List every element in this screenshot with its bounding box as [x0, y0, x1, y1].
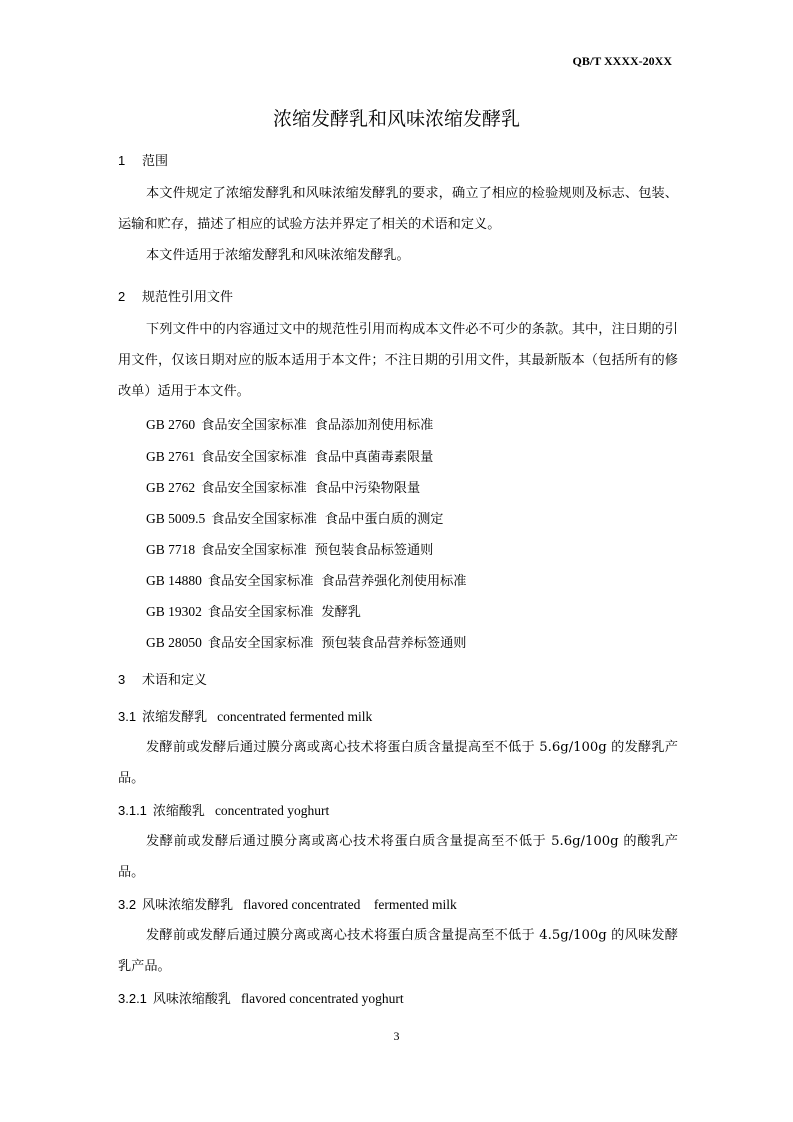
reference-title-1: 食品安全国家标准: [211, 512, 317, 527]
term-heading: [118, 894, 678, 913]
term-number: 3.2: [118, 897, 137, 912]
term-zh: 浓缩酸乳: [152, 804, 205, 819]
section-number: 2: [118, 289, 126, 304]
reference-title-1: 食品安全国家标准: [207, 636, 314, 651]
document-title: 浓缩发酵乳和风味浓缩发酵乳: [272, 108, 520, 130]
term-en: flavored concentrated fermented milk: [243, 897, 457, 912]
reference-title-1: 食品安全国家标准: [201, 418, 307, 433]
reference-code: GB 2762: [146, 480, 196, 495]
term-heading: [118, 706, 678, 725]
term-number: 3.1.1: [118, 803, 147, 818]
reference-code: GB 2760: [146, 417, 196, 432]
term-zh: 风味浓缩酸乳: [152, 992, 231, 1007]
term-definition: 发酵前或发酵后通过膜分离或离心技术将蛋白质含量提高至不低于 4.5g/100g 的风味发酵乳产品。: [118, 928, 678, 974]
section-2-intro: 下列文件中的内容通过文中的规范性引用而构成本文件必不可少的条款。其中，注日期的引用文件，仅该日期对应的版本适用于本文件；不注日期的引用文件，其最新版本（包括所有的修改单）适用于本文件。: [118, 322, 678, 399]
reference-title-1: 食品安全国家标准: [207, 574, 314, 589]
reference-title-1: 食品安全国家标准: [201, 450, 307, 465]
reference-title-2: 发酵乳: [321, 605, 361, 620]
term-number: 3.2.1: [118, 991, 147, 1006]
term-en: concentrated fermented milk: [217, 709, 373, 724]
term-en: concentrated yoghurt: [214, 803, 330, 818]
reference-item: [146, 632, 466, 651]
section-3-heading: [118, 669, 678, 688]
reference-title-1: 食品安全国家标准: [201, 481, 307, 496]
term-heading: [118, 988, 678, 1007]
section-number: 3: [118, 672, 126, 687]
term-number: 3.1: [118, 709, 137, 724]
document-header-code: QB/T XXXX-20XX: [572, 54, 672, 68]
section-1-paragraph-1: 本文件规定了浓缩发酵乳和风味浓缩发酵乳的要求，确立了相应的检验规则及标志、包装、运输和贮存，描述了相应的试验方法并界定了相关的术语和定义。: [118, 186, 678, 232]
reference-item: [146, 601, 361, 620]
term-definition: 发酵前或发酵后通过膜分离或离心技术将蛋白质含量提高至不低于 5.6g/100g 的发酵乳产品。: [118, 740, 678, 786]
reference-title-2: 食品中真菌毒素限量: [314, 450, 434, 465]
section-1-paragraph-2: 本文件适用于浓缩发酵乳和风味浓缩发酵乳。: [146, 248, 410, 263]
section-title: 术语和定义: [142, 673, 208, 688]
reference-title-2: 预包装食品营养标签通则: [321, 636, 467, 651]
term-heading: [118, 800, 678, 819]
reference-code: GB 28050: [146, 635, 202, 650]
reference-code: GB 7718: [146, 542, 196, 557]
reference-code: GB 2761: [146, 449, 196, 464]
reference-title-2: 食品中污染物限量: [314, 481, 421, 496]
reference-item: [146, 477, 420, 496]
reference-item: [146, 570, 466, 589]
term-zh: 风味浓缩发酵乳: [142, 898, 234, 913]
reference-item: [146, 539, 433, 558]
reference-title-2: 预包装食品标签通则: [314, 543, 434, 558]
reference-title-2: 食品添加剂使用标准: [314, 418, 434, 433]
term-zh: 浓缩发酵乳: [142, 710, 208, 725]
term-en: flavored concentrated yoghurt: [240, 991, 404, 1006]
section-number: 1: [118, 153, 126, 168]
reference-title-1: 食品安全国家标准: [201, 543, 307, 558]
reference-title-2: 食品营养强化剂使用标准: [321, 574, 467, 589]
reference-title-2: 食品中蛋白质的测定: [324, 512, 444, 527]
section-title: 范围: [142, 154, 169, 169]
term-definition: 发酵前或发酵后通过膜分离或离心技术将蛋白质含量提高至不低于 5.6g/100g 的酸乳产品。: [118, 834, 678, 880]
reference-item: [146, 414, 433, 433]
reference-code: GB 5009.5: [146, 511, 206, 526]
section-2-heading: [118, 286, 678, 305]
reference-item: [146, 508, 443, 527]
reference-code: GB 14880: [146, 573, 202, 588]
section-1-heading: [118, 150, 678, 169]
reference-code: GB 19302: [146, 604, 202, 619]
reference-title-1: 食品安全国家标准: [207, 605, 314, 620]
page-number: 3: [393, 1029, 400, 1043]
section-title: 规范性引用文件: [142, 290, 234, 305]
reference-item: [146, 446, 433, 465]
